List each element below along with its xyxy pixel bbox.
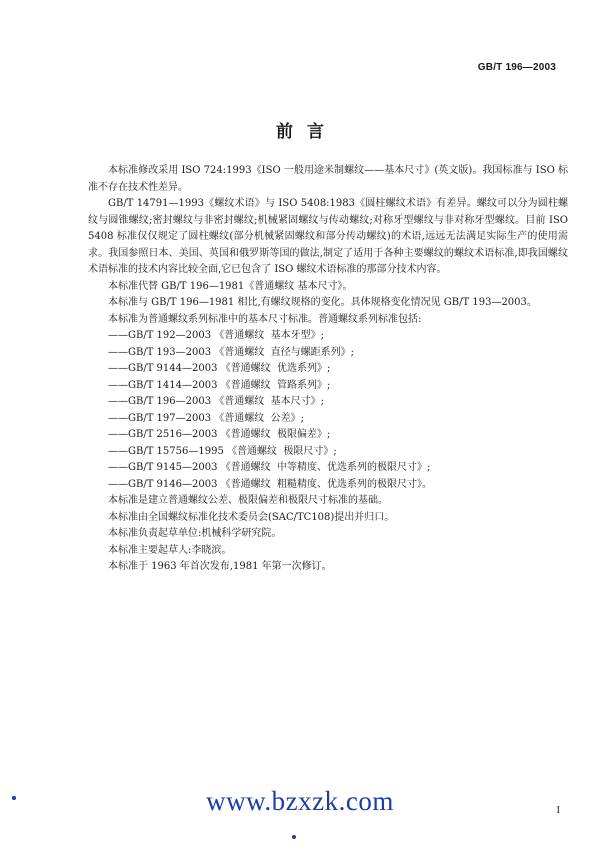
- watermark-url[interactable]: www.bzxzk.com: [206, 786, 394, 816]
- standard-code: GB/T 196—2003: [477, 62, 556, 73]
- list-item: ——GB/T 9145—2003 《普通螺纹 中等精度、优选系列的极限尺寸》;: [108, 462, 431, 473]
- paragraph: GB/T 14791—1993《螺纹术语》与 ISO 5408:1983《圆柱螺纹术语》有差异。螺纹可以分为圆柱螺纹与圆锥螺纹;密封螺纹与非密封螺纹;机械紧固螺纹与传动螺纹;对称牙型螺纹与非对称牙型螺纹。目前 ISO 5408 标准仅仅规定了圆柱螺纹(部分机械紧固螺纹和部分传动螺纹)的术语,远远无法满足实际生产的使用需求。我国参照日本、美国、英国和俄罗斯等国的做法,制定了适用于各种主要螺纹的螺纹术语标准,即我国螺纹术语标准的技术内容比较全面,它已包含了 ISO 螺纹术语标准的那部分技术内容。: [88, 198, 568, 275]
- paragraph: 本标准由全国螺纹标准化技术委员会(SAC/TC108)提出并归口。: [108, 511, 395, 523]
- list-item: ——GB/T 15756—1995 《普通螺纹 极限尺寸》;: [108, 445, 337, 457]
- list-item: ——GB/T 9146—2003 《普通螺纹 粗糙精度、优选系列的极限尺寸》。: [108, 478, 432, 490]
- document-body: [88, 163, 568, 576]
- paragraph: 本标准主要起草人:李晓滨。: [108, 544, 232, 556]
- paragraph: 本标准与 GB/T 196—1981 相比,有螺纹规格的变化。具体规格变化情况见 GB/T 193—2003。: [108, 297, 537, 308]
- list-item: ——GB/T 193—2003 《普通螺纹 直径与螺距系列》;: [108, 346, 354, 358]
- list-item: ——GB/T 1414—2003 《普通螺纹 管路系列》;: [108, 379, 331, 391]
- list-item: ——GB/T 2516—2003 《普通螺纹 极限偏差》;: [108, 429, 331, 440]
- page-number: I: [556, 805, 560, 816]
- paragraph: 本标准是建立普通螺纹公差、极限偏差和极限尺寸标准的基础。: [108, 495, 388, 506]
- page-title: 前言: [276, 122, 338, 142]
- list-item: ——GB/T 192—2003 《普通螺纹 基本牙型》;: [108, 330, 324, 341]
- list-item: ——GB/T 196—2003 《普通螺纹 基本尺寸》;: [108, 396, 324, 407]
- paragraph: 本标准于 1963 年首次发布,1981 年第一次修订。: [108, 561, 332, 572]
- series-list: [88, 328, 568, 493]
- watermark-dot: [292, 835, 296, 839]
- list-item: ——GB/T 9144—2003 《普通螺纹 优选系列》;: [108, 363, 331, 374]
- paragraph: 本标准负责起草单位:机械科学研究院。: [108, 528, 282, 539]
- list-item: ——GB/T 197—2003 《普通螺纹 公差》;: [108, 412, 304, 424]
- paragraph: 本标准代替 GB/T 196—1981《普通螺纹 基本尺寸》。: [108, 280, 353, 292]
- paragraph: 本标准为普通螺纹系列标准中的基本尺寸标准。普通螺纹系列标准包括:: [108, 313, 422, 325]
- paragraph: 本标准修改采用 ISO 724:1993《ISO 一般用途米制螺纹——基本尺寸》(英文版)。我国标准与 ISO 标准不存在技术性差异。: [88, 165, 568, 193]
